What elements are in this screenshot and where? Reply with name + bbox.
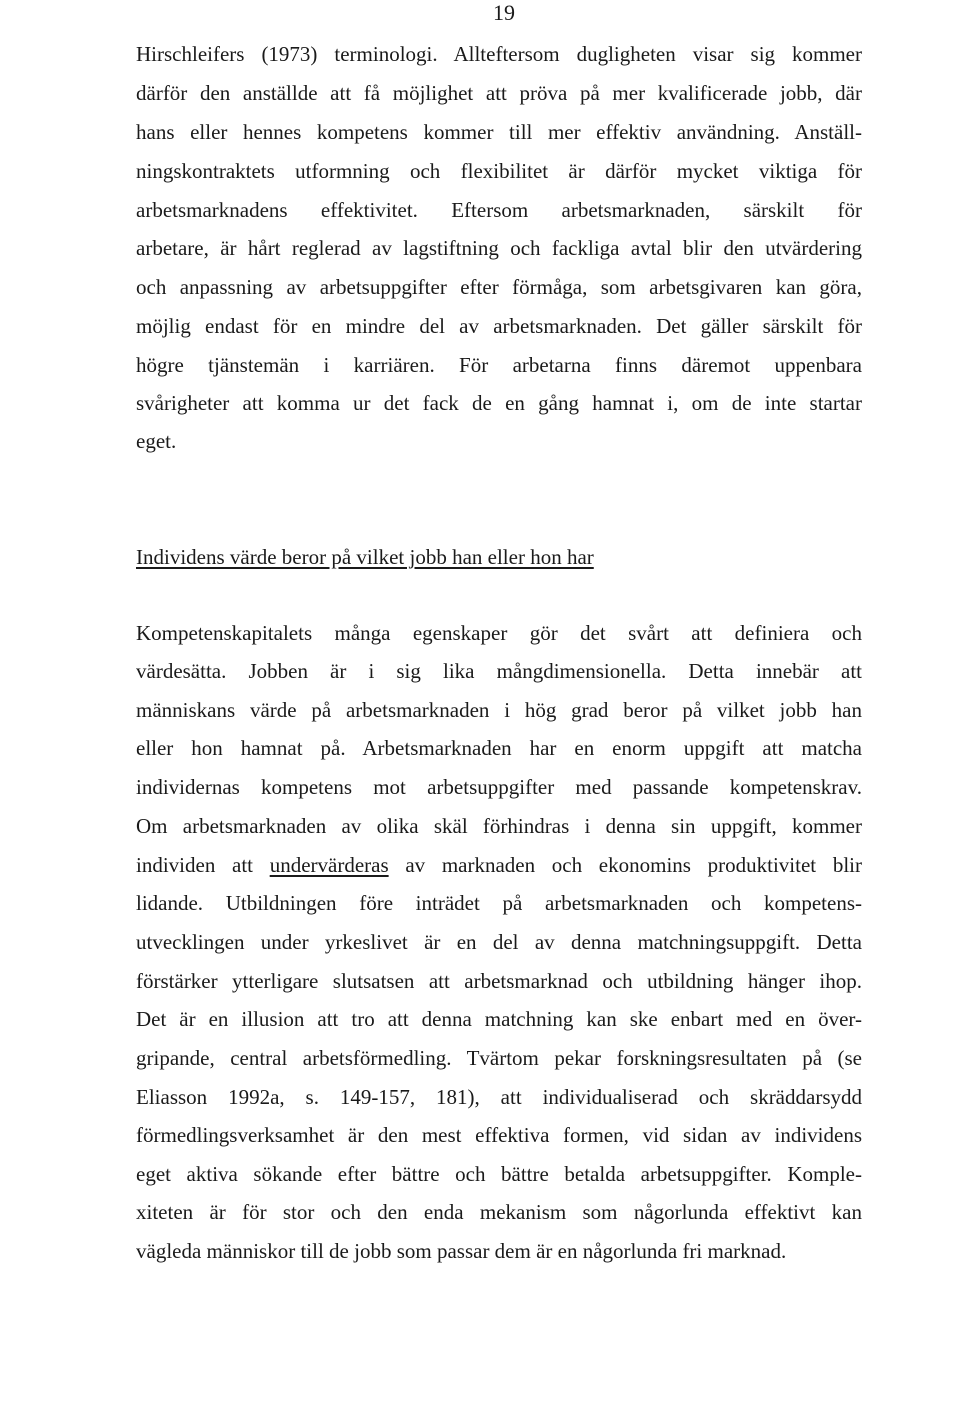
text-line: Hirschleifers (1973) terminologi. Allteftersom dugligheten visar sig kommer [136,42,862,66]
text-line: Eliasson 1992a, s. 149-157, 181), att individualiserad och skräddarsydd [136,1085,862,1109]
text-segment: av marknaden och ekonomins produktivitet blir [405,853,862,877]
text-line: människans värde på arbetsmarknaden i hög grad beror på vilket jobb han [136,698,862,722]
text-line: individernas kompetens mot arbetsuppgifter med passande kompetenskrav. [136,775,862,799]
text-line: eller hon hamnat på. Arbetsmarknaden har en enorm uppgift att matcha [136,736,862,760]
text-line: förmedlingsverksamhet är den mest effektiva formen, vid sidan av individens [136,1123,862,1147]
text-line: vägleda människor till de jobb som passar dem är en någorlunda fri marknad. [136,1239,787,1263]
text-line: möjlig endast för en mindre del av arbetsmarknaden. Det gäller särskilt för [136,314,862,338]
text-line: Kompetenskapitalets många egenskaper gör det svårt att definiera och [136,621,862,645]
text-line: arbetsmarknadens effektivitet. Eftersom arbetsmarknaden, särskilt för [136,198,862,222]
text-line: gripande, central arbetsförmedling. Tvärtom pekar forskningsresultaten på (se [136,1046,862,1070]
page-number: 19 [493,0,515,25]
text-line: högre tjänstemän i karriären. För arbetarna finns däremot uppenbara [136,353,862,377]
text-line: förstärker ytterligare slutsatsen att arbetsmarknad och utbildning hänger ihop. [136,969,862,993]
underlined-word: undervärderas [269,853,389,877]
text-line: arbetare, är hårt reglerad av lagstiftning och fackliga avtal blir den utvärdering [136,236,862,260]
text-line: lidande. Utbildningen före inträdet på arbetsmarknaden och kompetens- [136,891,862,915]
text-line: och anpassning av arbetsuppgifter efter förmåga, som arbetsgivaren kan göra, [136,275,862,299]
text-line: xiteten är för stor och den enda mekanism som någorlunda effektivt kan [136,1200,862,1224]
text-line: värdesätta. Jobben är i sig lika mångdimensionella. Detta innebär att [136,659,862,683]
section-heading: Individens värde beror på vilket jobb han eller hon har [136,545,594,569]
text-line: Det är en illusion att tro att denna matchning kan ske enbart med en över- [136,1007,862,1031]
text-segment: individen att [136,853,253,877]
text-line: Om arbetsmarknaden av olika skäl förhindras i denna sin uppgift, kommer [136,814,862,838]
text-line: hans eller hennes kompetens kommer till mer effektiv användning. Anställ- [136,120,862,144]
text-line: ningskontraktets utformning och flexibilitet är därför mycket viktiga för [136,159,862,183]
text-line: därför den anställde att få möjlighet att pröva på mer kvalificerade jobb, där [136,81,862,105]
text-line [136,852,862,878]
text-line: utvecklingen under yrkeslivet är en del av denna matchningsuppgift. Detta [136,930,862,954]
text-line: eget. [136,429,177,453]
text-line: eget aktiva sökande efter bättre och bättre betalda arbetsuppgifter. Komple- [136,1162,862,1186]
text-line: svårigheter att komma ur det fack de en gång hamnat i, om de inte startar [136,391,862,415]
